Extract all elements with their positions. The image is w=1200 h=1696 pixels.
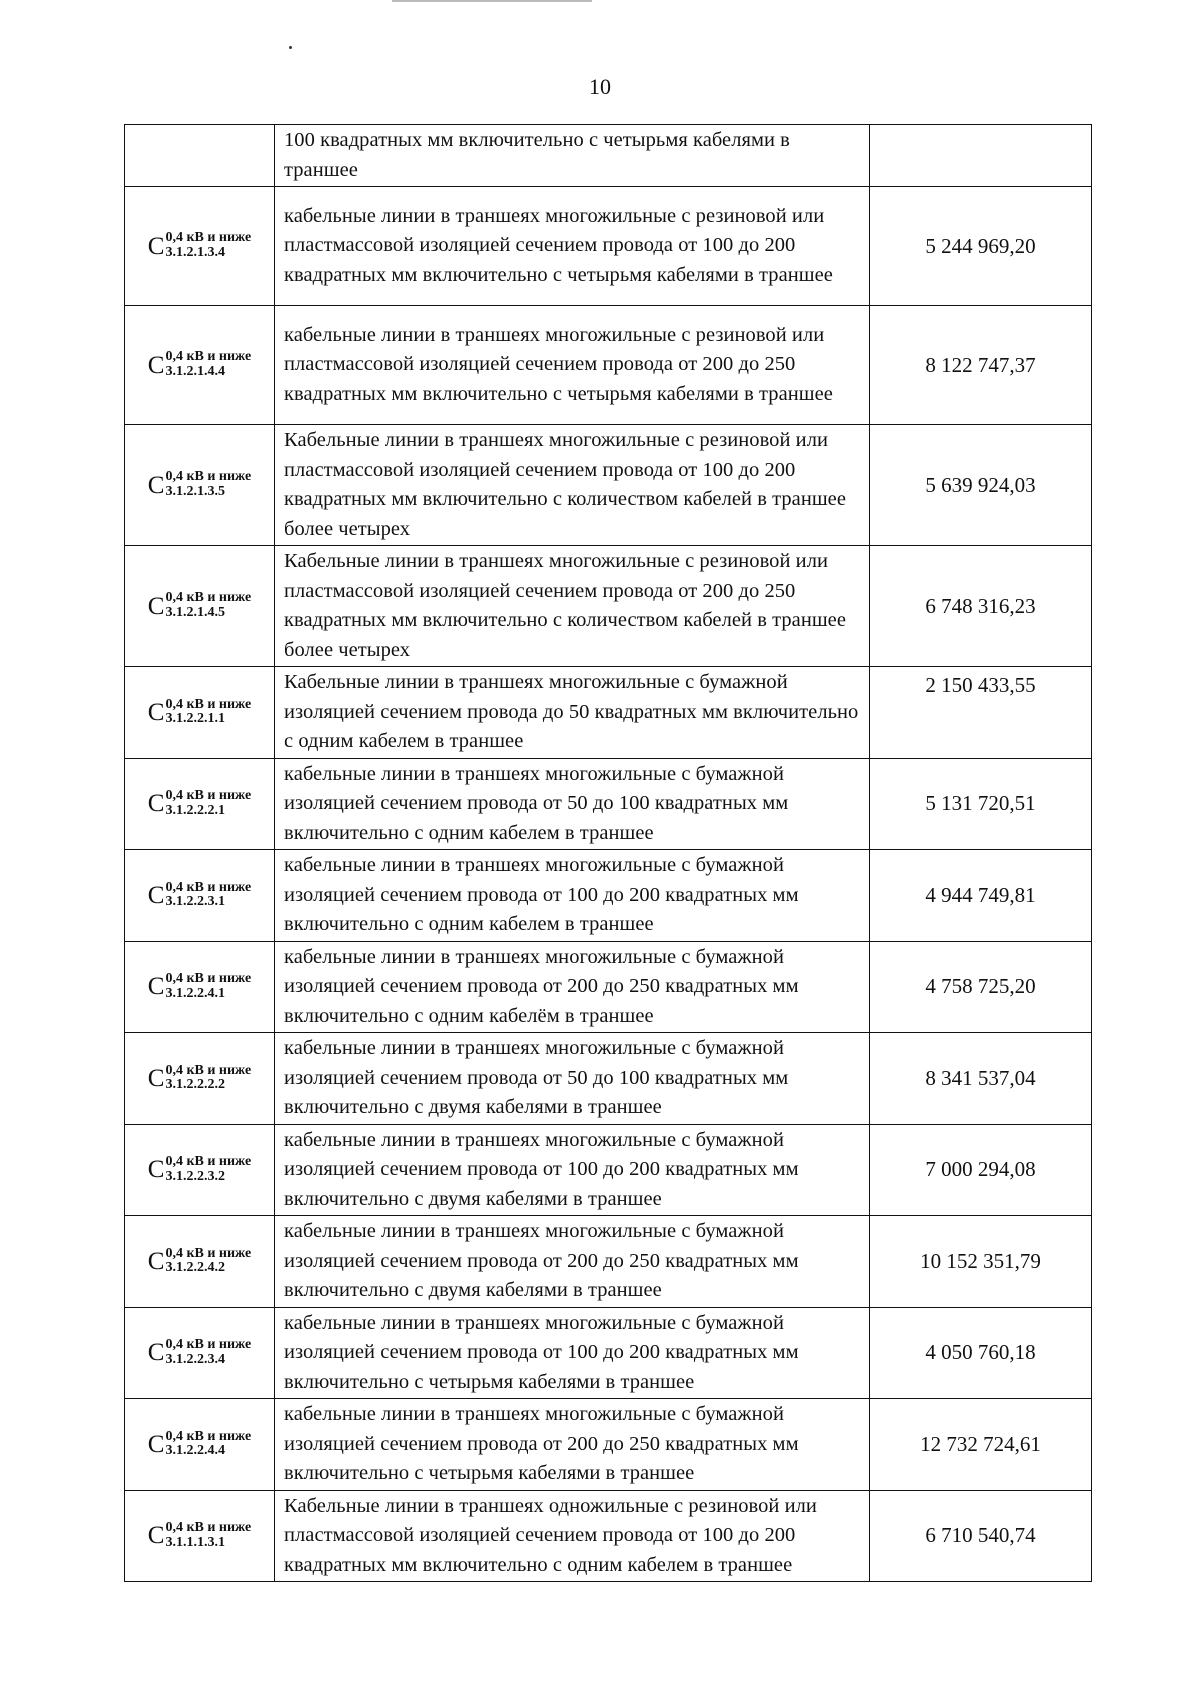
description-cell: Кабельные линии в траншеях одножильные с резиновой или пластмассовой изоляцией сечением провода от 100 до 200 квадратных мм включительно с одним кабелем в траншее — [275, 1490, 870, 1582]
rate-code-voltage: 0,4 кВ и ниже — [165, 349, 252, 365]
table-row — [125, 1216, 1092, 1308]
value-cell: 4 944 749,81 — [870, 850, 1092, 942]
rate-code-letter: C — [147, 592, 165, 620]
code-cell — [125, 850, 275, 942]
rate-code — [148, 789, 251, 818]
code-cell — [125, 1216, 275, 1308]
rate-code — [148, 231, 251, 260]
rate-code-letter: C — [147, 1430, 165, 1458]
value-cell: 10 152 351,79 — [870, 1216, 1092, 1308]
value-cell: 4 758 725,20 — [870, 941, 1092, 1033]
code-cell — [125, 425, 275, 546]
code-cell — [125, 667, 275, 759]
tariff-table — [124, 124, 1092, 1582]
rate-code-letter: C — [147, 1339, 165, 1367]
rate-code-letter: C — [147, 790, 165, 818]
rate-code-index: 3.1.2.2.4.4 — [165, 1443, 225, 1459]
rate-code — [148, 1247, 251, 1276]
rate-code-index: 3.1.2.1.3.5 — [165, 484, 225, 499]
code-cell — [125, 125, 275, 187]
description-cell: кабельные линии в траншеях многожильные с бумажной изоляцией сечением провода от 200 до 250 квадратных мм включительно с двумя кабелями в траншее — [275, 1216, 870, 1308]
scan-artifact-dot — [289, 46, 292, 49]
description-cell: кабельные линии в траншеях многожильные с резиновой или пластмассовой изоляцией сечением провода от 100 до 200 квадратных мм включительно с четырьмя кабелями в траншее — [275, 187, 870, 306]
description-cell: Кабельные линии в траншеях многожильные с резиновой или пластмассовой изоляцией сечением провода от 200 до 250 квадратных мм включительно с количеством кабелей в траншее более четырех — [275, 546, 870, 667]
rate-code-letter: C — [147, 351, 165, 379]
code-cell — [125, 187, 275, 306]
table-row — [125, 546, 1092, 667]
rate-code-voltage: 0,4 кВ и ниже — [165, 1154, 252, 1170]
value-cell: 6 710 540,74 — [870, 1490, 1092, 1582]
table-row — [125, 850, 1092, 942]
description-cell: кабельные линии в траншеях многожильные с бумажной изоляцией сечением провода от 200 до 250 квадратных мм включительно с одним кабелём в траншее — [275, 941, 870, 1033]
code-cell — [125, 941, 275, 1033]
rate-code-index: 3.1.2.1.4.5 — [165, 605, 225, 620]
scan-artifact-line — [392, 0, 592, 2]
rate-code-letter: C — [147, 973, 165, 1001]
description-cell: Кабельные линии в траншеях многожильные с бумажной изоляцией сечением провода до 50 квадратных мм включительно с одним кабелем в траншее — [275, 667, 870, 759]
rate-code-voltage: 0,4 кВ и ниже — [165, 1062, 252, 1078]
rate-code-voltage: 0,4 кВ и ниже — [165, 230, 252, 246]
rate-code-voltage: 0,4 кВ и ниже — [165, 469, 252, 485]
table-row — [125, 1124, 1092, 1216]
table-row — [125, 125, 1092, 187]
rate-code — [148, 591, 251, 620]
table-row — [125, 1490, 1092, 1582]
table-row — [125, 941, 1092, 1033]
rate-code-letter: C — [147, 1156, 165, 1184]
rate-code — [148, 1155, 251, 1184]
rate-code-letter: C — [147, 1522, 165, 1550]
rate-code-voltage: 0,4 кВ и ниже — [165, 788, 252, 804]
rate-code-index: 3.1.2.1.4.4 — [165, 364, 225, 379]
table-row — [125, 667, 1092, 759]
code-cell — [125, 306, 275, 425]
value-cell: 2 150 433,55 — [870, 667, 1092, 759]
table-row — [125, 425, 1092, 546]
value-cell: 7 000 294,08 — [870, 1124, 1092, 1216]
rate-code — [148, 350, 251, 379]
rate-code — [148, 881, 251, 910]
rate-code-letter: C — [147, 471, 165, 499]
rate-code — [148, 972, 251, 1001]
value-cell: 8 341 537,04 — [870, 1033, 1092, 1125]
value-cell: 4 050 760,18 — [870, 1307, 1092, 1399]
rate-code-voltage: 0,4 кВ и ниже — [165, 1428, 252, 1444]
rate-code-voltage: 0,4 кВ и ниже — [165, 1337, 252, 1353]
rate-code-voltage: 0,4 кВ и ниже — [165, 696, 252, 712]
rate-code — [148, 470, 251, 499]
code-cell — [125, 1399, 275, 1491]
value-cell: 12 732 724,61 — [870, 1399, 1092, 1491]
rate-code-index: 3.1.1.1.3.1 — [165, 1534, 225, 1550]
rate-code-voltage: 0,4 кВ и ниже — [165, 971, 252, 987]
table-row — [125, 306, 1092, 425]
table-row — [125, 1033, 1092, 1125]
code-cell — [125, 1033, 275, 1125]
rate-code — [148, 698, 251, 727]
table-row — [125, 1399, 1092, 1491]
value-cell — [870, 125, 1092, 187]
rate-code-index: 3.1.2.2.2.2 — [165, 1077, 225, 1093]
rate-code-letter: C — [147, 698, 165, 726]
code-cell — [125, 758, 275, 850]
description-cell: кабельные линии в траншеях многожильные с бумажной изоляцией сечением провода от 50 до 100 квадратных мм включительно с двумя кабелями в траншее — [275, 1033, 870, 1125]
code-cell — [125, 1307, 275, 1399]
value-cell: 5 244 969,20 — [870, 187, 1092, 306]
rate-code-voltage: 0,4 кВ и ниже — [165, 590, 252, 606]
rate-code-index: 3.1.2.2.3.1 — [165, 894, 225, 910]
table-row — [125, 758, 1092, 850]
rate-code — [148, 1430, 251, 1459]
table-row — [125, 187, 1092, 306]
description-cell: кабельные линии в траншеях многожильные с бумажной изоляцией сечением провода от 100 до 200 квадратных мм включительно с двумя кабелями в траншее — [275, 1124, 870, 1216]
description-cell: кабельные линии в траншеях многожильные с бумажной изоляцией сечением провода от 100 до 200 квадратных мм включительно с четырьмя кабелями в траншее — [275, 1307, 870, 1399]
value-cell: 5 131 720,51 — [870, 758, 1092, 850]
rate-code-voltage: 0,4 кВ и ниже — [165, 879, 252, 895]
rate-code-index: 3.1.2.2.1.1 — [165, 711, 225, 727]
code-cell — [125, 546, 275, 667]
rate-code-voltage: 0,4 кВ и ниже — [165, 1245, 252, 1261]
rate-code-letter: C — [147, 1247, 165, 1275]
description-cell: кабельные линии в траншеях многожильные с бумажной изоляцией сечением провода от 50 до 100 квадратных мм включительно с одним кабелем в траншее — [275, 758, 870, 850]
table-row — [125, 1307, 1092, 1399]
rate-code-letter: C — [147, 1064, 165, 1092]
rate-code-letter: C — [147, 232, 165, 260]
code-cell — [125, 1124, 275, 1216]
description-cell: кабельные линии в траншеях многожильные с резиновой или пластмассовой изоляцией сечением провода от 200 до 250 квадратных мм включительно с четырьмя кабелями в траншее — [275, 306, 870, 425]
rate-code-voltage: 0,4 кВ и ниже — [165, 1520, 252, 1536]
rate-code — [148, 1064, 251, 1093]
rate-code — [148, 1338, 251, 1367]
description-cell: кабельные линии в траншеях многожильные с бумажной изоляцией сечением провода от 200 до 250 квадратных мм включительно с четырьмя кабелями в траншее — [275, 1399, 870, 1491]
rate-code-letter: C — [147, 881, 165, 909]
rate-code-index: 3.1.2.2.4.1 — [165, 985, 225, 1001]
rate-code — [148, 1521, 251, 1550]
description-cell: Кабельные линии в траншеях многожильные с резиновой или пластмассовой изоляцией сечением провода от 100 до 200 квадратных мм включительно с количеством кабелей в траншее более четырех — [275, 425, 870, 546]
value-cell: 6 748 316,23 — [870, 546, 1092, 667]
page-number: 10 — [589, 74, 611, 99]
rate-code-index: 3.1.2.2.3.2 — [165, 1168, 225, 1184]
rate-code-index: 3.1.2.1.3.4 — [165, 245, 225, 260]
rate-code-index: 3.1.2.2.2.1 — [165, 802, 225, 818]
description-cell: 100 квадратных мм включительно с четырьмя кабелями в траншее — [275, 125, 870, 187]
rate-code-index: 3.1.2.2.4.2 — [165, 1260, 225, 1276]
rate-code-index: 3.1.2.2.3.4 — [165, 1351, 225, 1367]
value-cell: 8 122 747,37 — [870, 306, 1092, 425]
tariff-table-body — [125, 125, 1092, 1582]
code-cell — [125, 1490, 275, 1582]
value-cell: 5 639 924,03 — [870, 425, 1092, 546]
description-cell: кабельные линии в траншеях многожильные с бумажной изоляцией сечением провода от 100 до 200 квадратных мм включительно с одним кабелем в траншее — [275, 850, 870, 942]
